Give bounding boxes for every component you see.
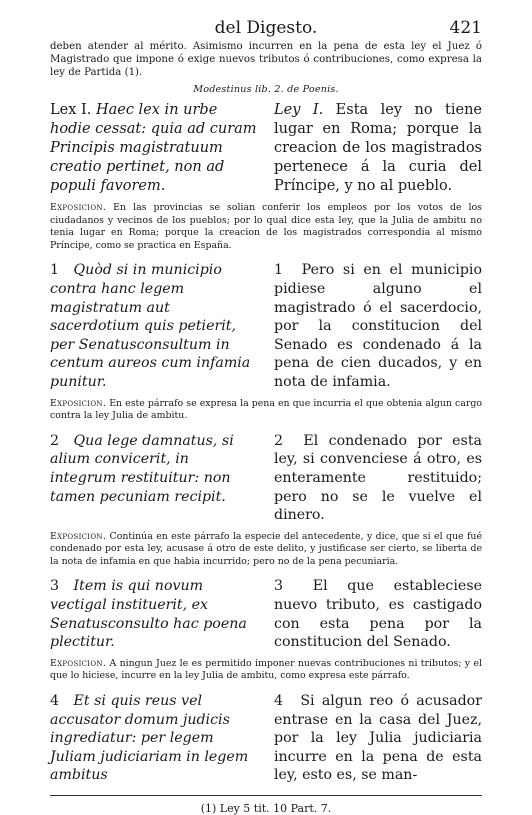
exposicion-block: [50, 531, 482, 569]
latin-text: Quòd si in municipio contra hanc legem magistratum aut sacerdotium quis petierit, per Senatusconsultum in centum aureos cum infamia punitur.: [50, 262, 251, 390]
intro-paragraph: deben atender al mérito. Asimismo incurren en la pena de esta ley el Juez ó Magistrado que impone ó exige nuevos tributos ó contribuciones, como expresa la ley de Partida (1).: [50, 41, 482, 78]
paragraph-number: 1: [50, 262, 60, 279]
exposicion-block: [50, 398, 482, 423]
document-page: [50, 18, 482, 815]
paragraph-number: 3: [50, 578, 60, 595]
latin-text: Qua lege damnatus, si alium convicerit, in integrum restituitur: non tamen pecuniam recipit.: [50, 432, 234, 505]
latin-label: Lex I.: [50, 102, 92, 118]
spanish-column: [274, 432, 482, 525]
latin-column: [50, 101, 258, 196]
spanish-text: El condenado por esta ley, si convenciese á otro, es enteramente restituido; pero no se le vuelve el dinero.: [274, 432, 482, 524]
spanish-text: Si algun reo ó acusador entrase en la casa del Juez, por la ley Julia judiciaria incurre en la pena de esta ley, esto es, se man-: [274, 693, 482, 784]
paragraph-number: 4: [50, 693, 60, 710]
latin-text: Haec lex in urbe hodie cessat: quia ad curam Principis magistratuum creatio pertinet, non ad populi favorem.: [50, 102, 257, 194]
latin-column: [50, 692, 258, 785]
spanish-text: Esta ley no tiene lugar en Roma; porque la creacion de los magistrados pertenece á la curia del Príncipe, y no al pueblo.: [274, 102, 482, 194]
exposicion-label: Exposicion.: [50, 397, 107, 409]
spanish-column: [274, 101, 482, 196]
paragraph-4: [50, 692, 482, 785]
latin-column: [50, 261, 258, 391]
spanish-text: El que estableciese nuevo tributo, es castigado con esta pena por la constitucion del Senado.: [274, 578, 482, 651]
footnote-divider: [50, 795, 482, 796]
spanish-column: [274, 692, 482, 785]
spanish-column: [274, 261, 482, 391]
exposicion-text: En este párrafo se expresa la pena en que incurria el que obtenia algun cargo contra la ley Julia de ambitu.: [50, 397, 483, 422]
paragraph-number: 1: [274, 262, 284, 279]
latin-text: Item is qui novum vectigal instituerit, ex Senatusconsulto hac poena plectitur.: [50, 578, 247, 651]
page-number: 421: [449, 18, 482, 38]
paragraph-number: 4: [274, 693, 284, 710]
paragraph-number: 3: [274, 578, 284, 595]
exposicion-text: A ningun Juez le es permitido imponer nuevas contribuciones ni tributos; y el que lo hiciese, incurre en la ley Julia de ambitu, como expresa este párrafo.: [50, 657, 482, 682]
spanish-column: [274, 577, 482, 651]
running-title: del Digesto.: [214, 18, 318, 38]
latin-column: [50, 432, 258, 525]
spanish-text: Pero si en el municipio pidiese alguno el magistrado ó el sacerdocio, por la constitucion del Senado es condenado á la pena de cien ducados, y en nota de infamia.: [274, 262, 482, 390]
latin-text: Et si quis reus vel accusator domum judicis ingrediatur: per legem Juliam judiciariam in legem ambitus: [50, 693, 249, 784]
page-header: [50, 18, 482, 40]
spanish-label: Ley I.: [274, 102, 324, 118]
paragraph-1: [50, 261, 482, 391]
exposicion-label: Exposicion.: [50, 530, 107, 542]
exposicion-block: [50, 202, 482, 252]
latin-column: [50, 577, 258, 651]
exposicion-text: Continúa en este párrafo la especie del antecedente, y dice, que si el que fué condenado por esta ley, acusase á otro de este delito, y justificase ser cierto, se liberta de la nota de infamia en que habia incurrido; pero no de la pena pecuniaria.: [50, 530, 482, 567]
exposicion-block: [50, 658, 482, 683]
paragraph-2: [50, 432, 482, 525]
source-citation: Modestinus lib. 2. de Poenis.: [193, 84, 339, 95]
paragraph-number: 2: [274, 432, 284, 449]
paragraph-number: 2: [50, 432, 60, 449]
paragraph-3: [50, 577, 482, 651]
exposicion-label: Exposicion.: [50, 202, 107, 213]
footnote: (1) Ley 5 tit. 10 Part. 7.: [200, 802, 332, 815]
exposicion-label: Exposicion.: [50, 657, 107, 669]
exposicion-text: En las provincias se solian conferir los empleos por los votos de los ciudadanos y vecinos de los pueblos; por lo qual dice esta ley, que la Julia de ambitu no tenia lugar en Roma; porque la creacion de los magistrados correspondia al mismo Príncipe, como se practica en España.: [50, 202, 482, 251]
lex-i-block: [50, 101, 482, 196]
